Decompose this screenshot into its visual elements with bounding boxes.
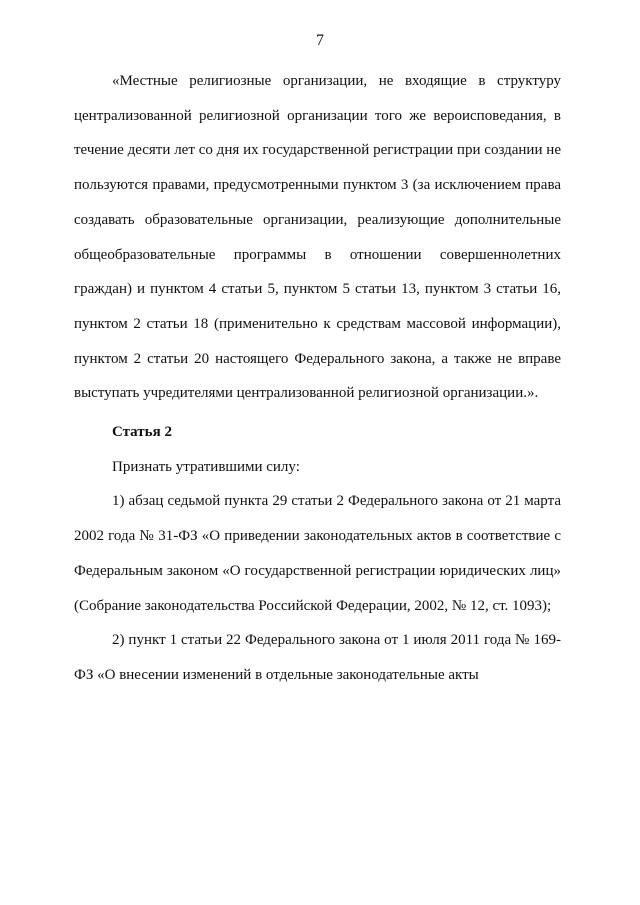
document-body bbox=[74, 64, 561, 693]
repeal-item-1: 1) абзац седьмой пункта 29 статьи 2 Федерального закона от 21 марта 2002 года № 31-ФЗ «О приведении законодательных актов в соответствие с Федеральным законом «О государственной регистрации юридических лиц» (Собрание законодательства Российской Федерации, 2002, № 12, ст. 1093); bbox=[74, 493, 561, 614]
repeal-item-2: 2) пункт 1 статьи 22 Федерального закона от 1 июля 2011 года № 169-ФЗ «О внесении изменений в отдельные законодательные акты bbox=[74, 632, 561, 683]
page-number: 7 bbox=[316, 32, 324, 49]
repeal-intro: Признать утратившими силу: bbox=[112, 458, 300, 475]
article-heading: Статья 2 bbox=[112, 424, 172, 441]
quoted-amendment-paragraph: «Местные религиозные организации, не входящие в структуру централизованной религиозной организации того же вероисповедания, в течение десяти лет со дня их государственной регистрации при создании не пользуются правами, предусмотренными пунктом 3 (за исключением права создавать образовательные организации, реализующие дополнительные общеобразовательные программы в отношении совершеннолетних граждан) и пунктом 4 статьи 5, пунктом 5 статьи 13, пунктом 3 статьи 16, пунктом 2 статьи 18 (применительно к средствам массовой информации), пунктом 2 статьи 20 настоящего Федерального закона, а также не вправе выступать учредителями централизованной религиозной организации.». bbox=[74, 73, 561, 402]
